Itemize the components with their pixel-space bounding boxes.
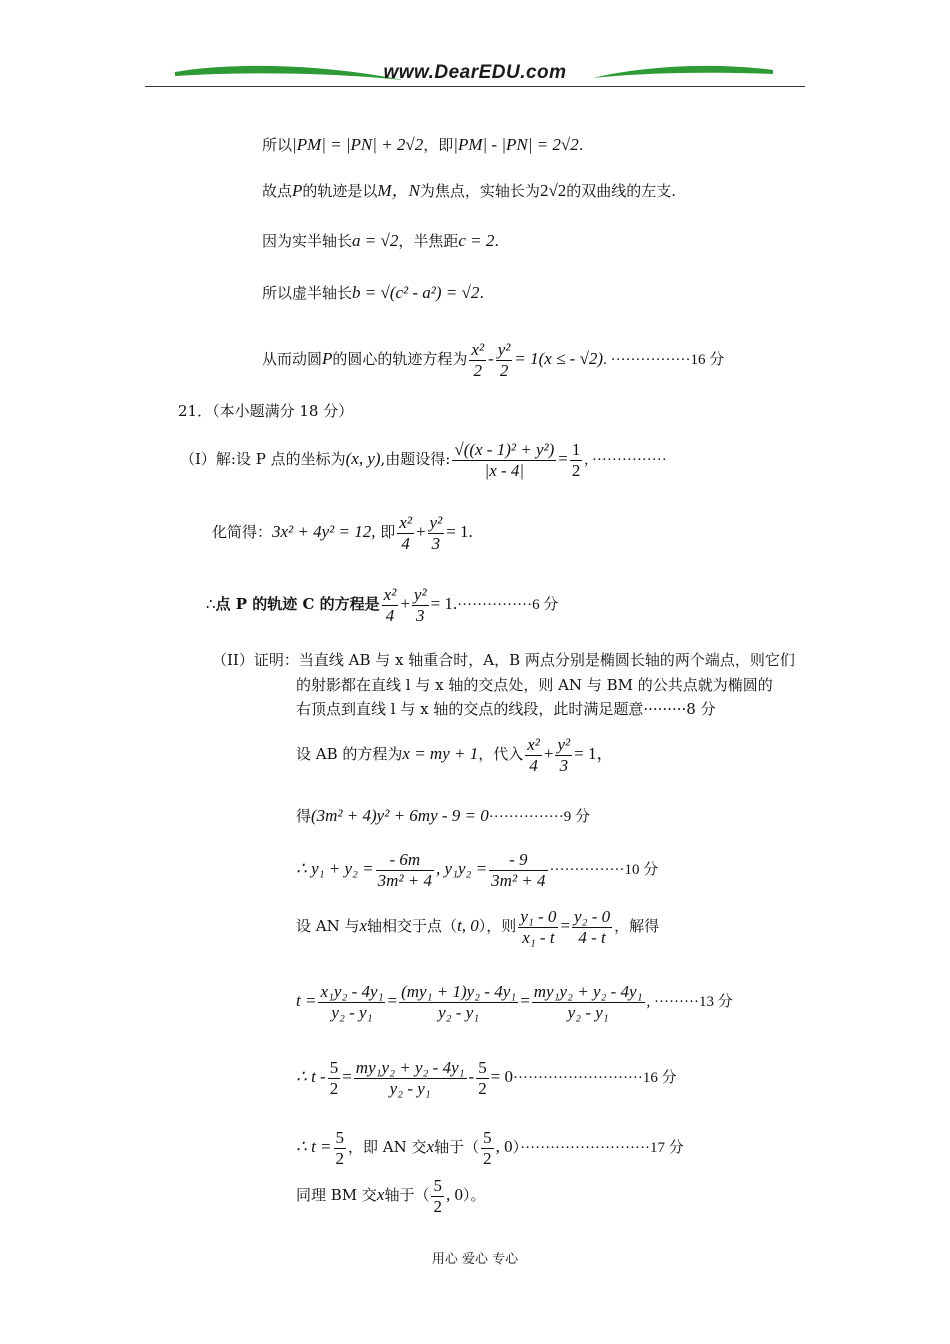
numerator: x² bbox=[383, 585, 397, 604]
numerator: - 9 bbox=[489, 850, 547, 871]
part2-line-1: （II）证明：当直线 AB 与 x 轴重合时，A，B 两点分别是椭圆长轴的两个端点，则它们 bbox=[212, 651, 795, 669]
math: x = my + 1 bbox=[402, 744, 479, 764]
text: 轴于（ bbox=[384, 1186, 430, 1205]
line-t-minus bbox=[296, 1058, 677, 1098]
math: + bbox=[400, 594, 410, 614]
numerator: y² bbox=[497, 340, 511, 359]
score-marker: , ··············· bbox=[584, 452, 667, 469]
score-marker: ···············9 分 bbox=[488, 809, 590, 825]
denominator: y₂ - y₁ bbox=[331, 1002, 373, 1022]
page-header bbox=[145, 58, 805, 98]
fraction bbox=[318, 982, 385, 1022]
score-marker: . ················16 分 bbox=[603, 352, 725, 369]
denominator: |x - 4| bbox=[484, 460, 525, 480]
math: = 0 bbox=[490, 1067, 514, 1087]
math: a = √2 bbox=[352, 231, 399, 250]
math: x bbox=[426, 1137, 435, 1157]
fraction bbox=[532, 982, 645, 1022]
fraction bbox=[481, 1128, 494, 1168]
text: 所以 bbox=[262, 136, 293, 154]
denominator: y₂ - y₁ bbox=[438, 1002, 480, 1022]
math: = bbox=[342, 1067, 352, 1087]
denominator: 3 bbox=[559, 755, 569, 775]
math: 2√2 bbox=[539, 181, 567, 200]
part2-line-2: 的射影都在直线 l 与 x 轴的交点处，则 AN 与 BM 的公共点就为椭圆的 bbox=[296, 676, 773, 694]
numerator: my₁y₂ + y₂ - 4y₁ bbox=[355, 1058, 465, 1077]
text: ，即 bbox=[423, 136, 454, 154]
fraction bbox=[496, 340, 513, 380]
therefore-symbol: ∴ bbox=[206, 595, 216, 614]
line-imag-axis bbox=[262, 282, 484, 303]
math: |PM| - |PN| = 2√2 bbox=[453, 135, 579, 154]
line-locus bbox=[262, 180, 676, 201]
denominator: 2 bbox=[473, 360, 482, 380]
text: . bbox=[578, 136, 584, 154]
denominator: 4 bbox=[385, 605, 395, 625]
text: 的双曲线的左支. bbox=[566, 182, 677, 200]
math: t = bbox=[296, 991, 317, 1011]
score-marker: ···············6 分 bbox=[457, 597, 559, 614]
line-pm-pn bbox=[262, 134, 584, 155]
fraction bbox=[354, 1058, 467, 1098]
denominator: 4 bbox=[529, 755, 538, 775]
fraction bbox=[376, 850, 434, 890]
numerator: y₁ - 0 bbox=[520, 907, 557, 926]
numerator: my₁y₂ + y₂ - 4y₁ bbox=[533, 982, 643, 1001]
math: = bbox=[558, 449, 568, 469]
math: + bbox=[543, 744, 554, 764]
math: ∴ y₁ + y₂ = bbox=[296, 859, 374, 879]
text: （I）解:设 P 点的坐标为 bbox=[180, 450, 346, 469]
text: ，解得 bbox=[614, 917, 660, 936]
fraction bbox=[452, 440, 556, 480]
line-bm-intersect bbox=[296, 1176, 486, 1216]
numerator: √((x - 1)² + y²) bbox=[454, 440, 555, 459]
math: , y₁y₂ = bbox=[436, 859, 488, 879]
score-marker: , ·········13 分 bbox=[646, 994, 733, 1011]
numerator: y² bbox=[557, 735, 571, 754]
fraction bbox=[489, 850, 547, 890]
fraction bbox=[328, 1058, 341, 1098]
math: P bbox=[292, 181, 303, 200]
fraction bbox=[469, 340, 486, 380]
line-derived-quadratic bbox=[296, 805, 590, 827]
fraction bbox=[382, 585, 399, 625]
numerator: 1 bbox=[571, 440, 581, 459]
denominator: 2 bbox=[335, 1148, 345, 1168]
math: = 1， bbox=[574, 744, 614, 764]
text: ，代入 bbox=[478, 745, 524, 764]
denominator: 2 bbox=[433, 1196, 442, 1216]
text: 轴于（ bbox=[434, 1138, 480, 1157]
math: t, 0 bbox=[457, 916, 479, 936]
math: = 1. bbox=[446, 522, 473, 542]
numerator: x² bbox=[399, 513, 412, 532]
text: 因为实半轴长 bbox=[262, 232, 353, 250]
fraction bbox=[412, 585, 429, 625]
text: ，半焦距 bbox=[398, 232, 459, 250]
denominator: 2 bbox=[478, 1078, 487, 1098]
line-hyperbola-eq bbox=[262, 340, 724, 380]
line-simplify bbox=[212, 513, 473, 553]
header-site-name: www.DearEDU.com bbox=[383, 62, 567, 83]
text: 的轨迹是以 bbox=[302, 182, 378, 200]
numerator: y² bbox=[429, 513, 443, 532]
numerator: - 6m bbox=[376, 850, 434, 871]
math: (x, y) bbox=[345, 449, 381, 469]
math: |PM| = |PN| + 2√2 bbox=[292, 135, 424, 154]
fraction bbox=[518, 907, 558, 947]
line-part1-setup bbox=[180, 440, 667, 480]
math: - bbox=[488, 349, 494, 369]
numerator: 5 bbox=[478, 1058, 487, 1077]
math: P bbox=[322, 349, 333, 369]
denominator: 2 bbox=[571, 460, 581, 480]
fraction bbox=[428, 513, 445, 553]
text: 即 bbox=[380, 523, 396, 542]
text: ） bbox=[512, 1138, 521, 1157]
numerator: (my₁ + 1)y₂ - 4y₁ bbox=[401, 982, 517, 1001]
denominator: 3m² + 4 bbox=[491, 870, 546, 890]
denominator: 4 - t bbox=[578, 927, 606, 947]
math: , 0 bbox=[495, 1137, 513, 1157]
math: - bbox=[468, 1067, 475, 1087]
fraction bbox=[572, 907, 612, 947]
fraction bbox=[397, 513, 414, 553]
numerator: y₂ - 0 bbox=[574, 907, 611, 926]
math: = bbox=[387, 991, 398, 1011]
denominator: 3m² + 4 bbox=[377, 870, 433, 890]
text: 设 AB 的方程为 bbox=[296, 745, 403, 764]
numerator: x² bbox=[527, 735, 540, 754]
math: , 0 bbox=[445, 1185, 463, 1205]
numerator: 5 bbox=[329, 1058, 339, 1077]
denominator: 4 bbox=[401, 533, 410, 553]
score-marker: ··························17 分 bbox=[520, 1140, 684, 1157]
page-footer: 用心 爱心 专心 bbox=[431, 1252, 519, 1267]
fraction bbox=[334, 1128, 347, 1168]
denominator: 2 bbox=[329, 1078, 339, 1098]
denominator: y₂ - y₁ bbox=[567, 1002, 609, 1022]
denominator: 2 bbox=[483, 1148, 492, 1168]
numerator: 5 bbox=[483, 1128, 492, 1147]
text: 设 AN 与 bbox=[296, 917, 360, 936]
text: . bbox=[479, 284, 485, 302]
denominator: x₁ - t bbox=[522, 927, 555, 947]
text: 从而动圆 bbox=[262, 350, 323, 369]
text: 化简得： bbox=[212, 523, 273, 542]
numerator: 5 bbox=[335, 1128, 345, 1147]
question-title: 21．（本小题满分 18 分） bbox=[178, 402, 354, 420]
denominator: 2 bbox=[499, 360, 509, 380]
text: 轴相交于点（ bbox=[367, 917, 458, 936]
fraction bbox=[570, 440, 583, 480]
math: 3x² + 4y² = 12, bbox=[272, 522, 376, 542]
text: 故点 bbox=[262, 182, 293, 200]
text: 得 bbox=[296, 807, 312, 825]
math: M，N bbox=[377, 181, 420, 200]
fraction bbox=[555, 735, 572, 775]
math: (3m² + 4)y² + 6my - 9 = 0 bbox=[311, 806, 489, 825]
header-rule bbox=[145, 86, 805, 87]
fraction bbox=[525, 735, 542, 775]
line-t-solution bbox=[296, 982, 733, 1022]
text: . bbox=[494, 232, 500, 250]
text: ,由题设得: bbox=[380, 450, 451, 469]
math: = bbox=[520, 991, 530, 1011]
math: = bbox=[560, 916, 571, 936]
math: c = 2 bbox=[458, 231, 495, 250]
text: 的圆心的轨迹方程为 bbox=[332, 350, 468, 369]
text: ），则 bbox=[478, 917, 517, 936]
math: b = √(c² - a²) = √2 bbox=[352, 283, 480, 302]
line-an-intersect bbox=[296, 907, 659, 947]
math: = 1. bbox=[430, 594, 458, 614]
numerator: x₁y₂ - 4y₁ bbox=[320, 982, 384, 1001]
denominator: y₂ - y₁ bbox=[389, 1078, 431, 1098]
math: = 1(x ≤ - √2) bbox=[514, 349, 604, 369]
line-semi-axis bbox=[262, 230, 499, 251]
denominator: 3 bbox=[415, 605, 425, 625]
math: x bbox=[359, 916, 368, 936]
text: ）。 bbox=[462, 1186, 486, 1205]
math: x bbox=[376, 1185, 385, 1205]
fraction bbox=[431, 1176, 444, 1216]
line-t-value bbox=[296, 1128, 684, 1168]
numerator: x² bbox=[471, 340, 485, 359]
text: 所以虚半轴长 bbox=[262, 284, 353, 302]
math: + bbox=[415, 522, 426, 542]
text: 同理 BM 交 bbox=[296, 1186, 377, 1205]
math: ∴ t = bbox=[296, 1137, 332, 1157]
text: ，即 AN 交 bbox=[348, 1138, 427, 1157]
numerator: y² bbox=[413, 585, 427, 604]
part2-line-3: 右顶点到直线 l 与 x 轴的交点的线段，此时满足题意·········8 分 bbox=[296, 700, 716, 718]
denominator: 3 bbox=[431, 533, 441, 553]
text: 点 P 的轨迹 C 的方程是 bbox=[215, 595, 380, 614]
fraction bbox=[399, 982, 518, 1022]
score-marker: ··························16 分 bbox=[513, 1070, 677, 1087]
line-vieta bbox=[296, 850, 658, 890]
line-ab-equation bbox=[296, 735, 613, 775]
line-conclusion-c bbox=[206, 585, 558, 625]
numerator: 5 bbox=[433, 1176, 442, 1195]
math: ∴ t - bbox=[296, 1067, 326, 1087]
text: 为焦点，实轴长为 bbox=[419, 182, 540, 200]
fraction bbox=[476, 1058, 489, 1098]
score-marker: ···············10 分 bbox=[549, 862, 659, 879]
